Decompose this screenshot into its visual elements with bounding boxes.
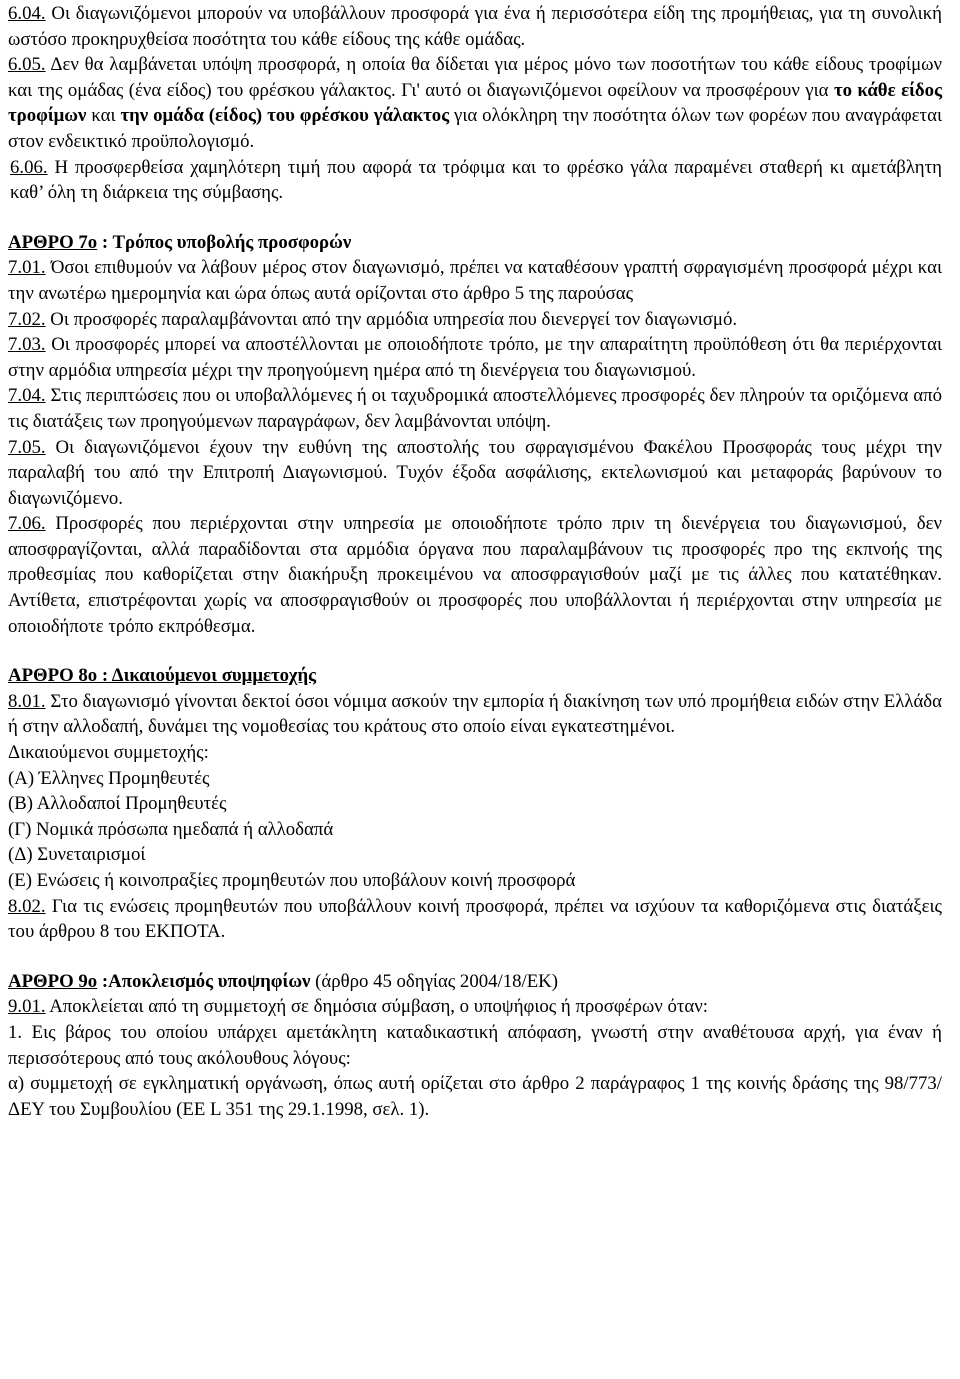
paragraph-text: και: [86, 105, 121, 127]
paragraph-8-02: [8, 894, 942, 945]
paragraph-9-01: [8, 994, 942, 1020]
paragraph-7-01: [8, 255, 942, 306]
paragraph-text: Οι διαγωνιζόμενοι έχουν την ευθύνη της αποστολής του σφραγισμένου Φακέλου Προσφοράς τους μέχρι την παραλαβή του από την Επιτροπή Διαγωνισμού. Τυχόν έξοδα ασφάλισης, εκτελωνισμού και μεταφοράς βαρύνουν το διαγωνιζόμενο.: [8, 436, 942, 509]
list-item: 1. Εις βάρος του οποίου υπάρχει αμετάκλητη καταδικαστική απόφαση, γνωστή στην αναθέτουσα αρχή, για έναν ή περισσότερους από τους ακόλουθους λόγους:: [8, 1021, 942, 1069]
list-item: α) συμμετοχή σε εγκληματική οργάνωση, όπως αυτή ορίζεται στο άρθρο 2 παράγραφος 1 της κοινής δράσης της 98/773/ΔΕΥ του Συμβουλίου (ΕΕ L 351 της 29.1.1998, σελ. 1).: [8, 1073, 942, 1120]
paragraph-7-06: [8, 511, 942, 639]
paragraph-7-04: [8, 383, 942, 434]
paragraph-text: Δεν θα λαμβάνεται υπόψη προσφορά, η οποία θα δίδεται για μέρος μόνο των ποσοτήτων του κάθε είδους τροφίμων και της ομάδας (ένα είδος) του φρέσκου γάλακτος. Γι' αυτό οι διαγωνιζόμενοι οφείλουν να προσφέρουν για: [8, 54, 942, 101]
article-subtitle: :Αποκλεισμός υποψηφίων: [97, 970, 311, 992]
list-item: (Β) Αλλοδαποί Προμηθευτές: [8, 793, 227, 815]
paragraph-number: 7.04.: [8, 385, 46, 407]
paragraph-number: 9.01.: [8, 996, 46, 1018]
paragraph-text: Όσοι επιθυμούν να λάβουν μέρος στον διαγωνισμό, πρέπει να καταθέσουν γραπτή σφραγισμένη προσφορά μέχρι και την ανωτέρω ημερομηνία και ώρα όπως αυτά ορίζονται στο άρθρο 5 της παρούσας: [8, 257, 942, 304]
paragraph-6-06: [8, 155, 942, 206]
paragraph-number: 6.06.: [10, 156, 48, 178]
bold-text: την ομάδα (είδος) του φρέσκου γάλακτος: [120, 105, 450, 127]
article-subtitle: : Τρόπος υποβολής προσφορών: [97, 231, 352, 253]
list-item: (Γ) Νομικά πρόσωπα ημεδαπά ή αλλοδαπά: [8, 818, 334, 840]
article-subtitle: : Δικαιούμενοι συμμετοχής: [97, 665, 317, 687]
paragraph-number: 7.03.: [8, 334, 46, 356]
list-item: (Ε) Ενώσεις ή κοινοπραξίες προμηθευτών που υποβάλουν κοινή προσφορά: [8, 870, 576, 891]
paragraph-text: Η προσφερθείσα χαμηλότερη τιμή που αφορά τα τρόφιμα και το φρέσκο γάλα παραμένει σταθερή κι αμετάβλητη καθ’ όλη τη διάρκεια της σύμβασης.: [10, 156, 942, 204]
paragraph-number: 8.02.: [8, 895, 46, 917]
article-8-heading: [8, 663, 942, 689]
paragraph-text: για ολόκληρη την ποσότητα όλων των φορέων που αναγράφεται στον ενδεικτικό προϋπολογισμό.: [8, 105, 942, 152]
paragraph-text: Οι διαγωνιζόμενοι μπορούν να υποβάλλουν προσφορά για ένα ή περισσότερα είδη της προμήθειας, για τη συνολική ωστόσο προκηρυχθείσα ποσότητα του κάθε είδους της κάθε ομάδας.: [8, 3, 942, 50]
paragraph-number: 7.05.: [8, 436, 46, 458]
paragraph-8-01: [8, 689, 942, 740]
paragraph-7-02: [8, 307, 942, 333]
paragraph-number: 6.04.: [8, 3, 46, 24]
article-7-heading: [8, 230, 942, 256]
paragraph-6-04: [8, 1, 942, 52]
paragraph-text: Αποκλείεται από τη συμμετοχή σε δημόσια σύμβαση, ο υποψήφιος ή προσφέρων όταν:: [45, 996, 708, 1018]
paragraph-text: Στο διαγωνισμό γίνονται δεκτοί όσοι νόμιμα ασκούν την εμπορία ή διακίνηση των υπό προμήθεια ειδών στην Ελλάδα ή στην αλλοδαπή, δυνάμει της νομοθεσίας του κράτους στο οποίο είναι εγκατεστημένοι.: [8, 690, 942, 738]
paragraph-number: 7.02.: [8, 308, 46, 330]
paragraph-number: 7.01.: [8, 257, 46, 279]
paragraph-7-05: [8, 435, 942, 512]
list-title: Δικαιούμενοι συμμετοχής:: [8, 742, 209, 764]
paragraph-text: Οι προσφορές παραλαμβάνονται από την αρμόδια υπηρεσία που διενεργεί τον διαγωνισμό.: [45, 308, 738, 330]
list-item: (Α) Έλληνες Προμηθευτές: [8, 767, 210, 789]
article-title: ΑΡΘΡΟ 9ο: [8, 970, 98, 992]
bold-text: το κάθε είδος τροφίμων: [8, 79, 942, 127]
paragraph-number: 7.06.: [8, 513, 46, 535]
article-title: ΑΡΘΡΟ 8ο: [8, 665, 98, 687]
paragraph-text: Στις περιπτώσεις που οι υποβαλλόμενες ή οι ταχυδρομικά αποστελλόμενες προσφορές δεν πληρούν τα οριζόμενα από τις διατάξεις των προηγούμενων παραγράφων, δεν λαμβάνονται υπόψη.: [8, 385, 942, 432]
paragraph-number: 6.05.: [8, 54, 46, 76]
list-item: (Δ) Συνεταιρισμοί: [8, 844, 146, 866]
article-reference: (άρθρο 45 οδηγίας 2004/18/ΕΚ): [310, 970, 559, 992]
paragraph-text: Για τις ενώσεις προμηθευτών που υποβάλλουν κοινή προσφορά, πρέπει να ισχύουν τα καθοριζόμενα στις διατάξεις του άρθρου 8 του ΕΚΠΟΤΑ.: [8, 895, 942, 943]
paragraph-text: Οι προσφορές μπορεί να αποστέλλονται με οποιοδήποτε τρόπο, με την απαραίτητη προϋπόθεση ότι θα περιέρχονται στην αρμόδια υπηρεσία μέχρι την προηγούμενη ημέρα από τη διενέργεια του διαγωνισμού.: [8, 334, 942, 381]
paragraph-6-05: [8, 52, 942, 154]
paragraph-text: Προσφορές που περιέρχονται στην υπηρεσία με οποιοδήποτε τρόπο πριν τη διενέργεια του διαγωνισμού, δεν αποσφραγίζονται, αλλά παραδίδονται στα αρμόδια όργανα που παραλαμβάνουν τις προσφορές προ της εκπνοής της προθεσμίας που καθορίζεται στην διακήρυξη προκειμένου να αποσφραγισθούν μαζί με τις άλλες που κατατέθηκαν. Αντίθετα, επιστρέφονται χωρίς να αποσφραγισθούν οι προσφορές που υποβάλλονται ή περιέρχονται στην υπηρεσία με οποιοδήποτε τρόπο εκπρόθεσμα.: [8, 513, 942, 637]
article-title: ΑΡΘΡΟ 7ο: [8, 231, 98, 253]
article-9-heading: [8, 969, 942, 995]
paragraph-number: 8.01.: [8, 690, 46, 712]
paragraph-7-03: [8, 332, 942, 383]
